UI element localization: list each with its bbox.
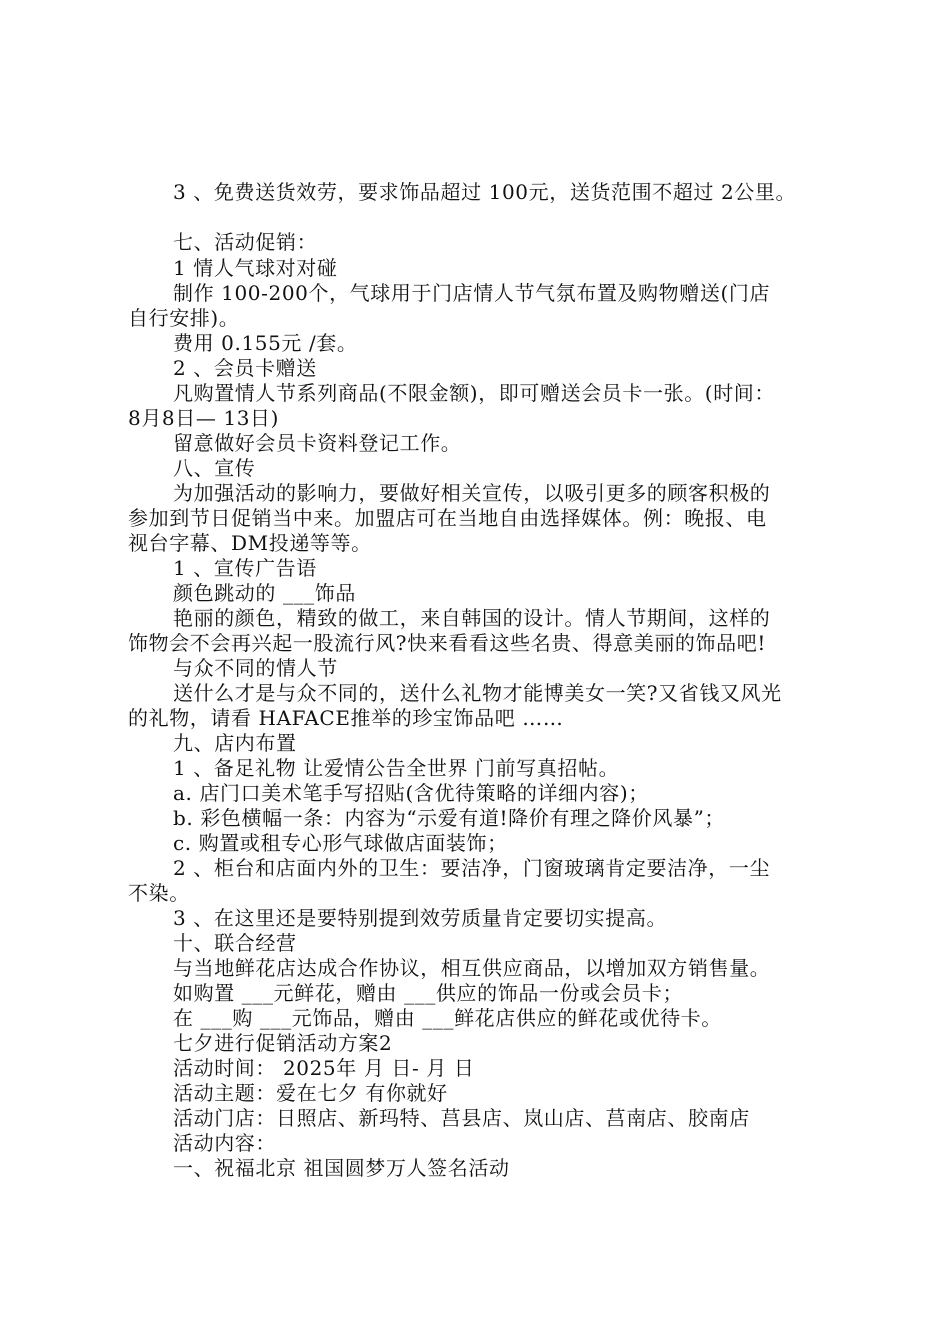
list-item: b. 彩色横幅一条：内容为“示爱有道!降价有理之降价风暴”； [173,806,726,830]
text-line: 活动时间： 2025年 月 日- 月 日 [173,1056,475,1080]
section-heading: 九、店内布置 [173,731,297,755]
section-heading: 一、祝福北京 祖国圆梦万人签名活动 [173,1156,510,1180]
section-heading: 七夕进行促销活动方案2 [173,1031,393,1055]
list-item: a. 店门口美术笔手写招贴(含优待策略的详细内容)； [173,781,649,805]
text-line: 在 ___购 ___元饰品，赠由 ___鲜花店供应的鲜花或优待卡。 [173,1006,722,1030]
text-line: 2 、柜台和店面内外的卫生：要洁净，门窗玻璃肯定要洁净，一尘 [173,856,771,880]
text-line: 自行安排)。 [128,306,240,330]
text-line: 的礼物，请看 HAFACE推举的珍宝饰品吧 …… [128,706,564,730]
text-line: 制作 100-200个，气球用于门店情人节气氛布置及购物赠送(门店 [173,281,771,305]
text-line: 送什么才是与众不同的，送什么礼物才能博美女一笑?又省钱又风光 [173,681,782,705]
text-line: 2 、会员卡赠送 [173,356,317,380]
text-line: 颜色跳动的 ___饰品 [173,581,356,605]
text-line: 费用 0.155元 /套。 [173,331,358,355]
text-line: 1 情人气球对对碰 [173,256,338,280]
text-line: 与众不同的情人节 [173,656,338,680]
text-line: 与当地鲜花店达成合作协议，相互供应商品，以增加双方销售量。 [173,956,771,980]
text-line: 活动门店：日照店、新玛特、莒县店、岚山店、莒南店、胶南店 [173,1106,750,1130]
section-heading: 七、活动促销： [173,230,318,254]
text-line: 参加到节日促销当中来。加盟店可在当地自由选择媒体。例：晚报、电 [128,506,767,530]
text-line: 3 、在这里还是要特别提到效劳质量肯定要切实提高。 [173,906,668,930]
text-line: 活动主题：爱在七夕 有你就好 [173,1081,448,1105]
text-line: 为加强活动的影响力，要做好相关宣传，以吸引更多的顾客积极的 [173,481,771,505]
text-line: 1 、备足礼物 让爱情公告全世界 门前写真招帖。 [173,756,620,780]
text-line: 如购置 ___元鲜花，赠由 ___供应的饰品一份或会员卡； [173,981,684,1005]
text-line: 1 、宣传广告语 [173,556,317,580]
text-line: 留意做好会员卡资料登记工作。 [173,431,462,455]
text-line: 活动内容： [173,1131,276,1155]
text-line: 视台字幕、DM投递等等。 [128,531,372,555]
text-line: 艳丽的颜色，精致的做工，来自韩国的设计。情人节期间，这样的 [173,606,771,630]
section-heading: 八、宣传 [173,456,256,480]
section-heading: 十、联合经营 [173,931,297,955]
text-line: 8月8日— 13日) [128,406,280,430]
list-item: c. 购置或租专心形气球做店面装饰； [173,831,508,855]
text-line: 3 、免费送货效劳，要求饰品超过 100元，送货范围不超过 2公里。 [173,180,797,204]
text-line: 饰物会不会再兴起一股流行风?快来看看这些名贵、得意美丽的饰品吧! [128,631,766,655]
text-line: 不染。 [128,881,190,905]
text-line: 凡购置情人节系列商品(不限金额)，即可赠送会员卡一张。(时间： [173,381,776,405]
